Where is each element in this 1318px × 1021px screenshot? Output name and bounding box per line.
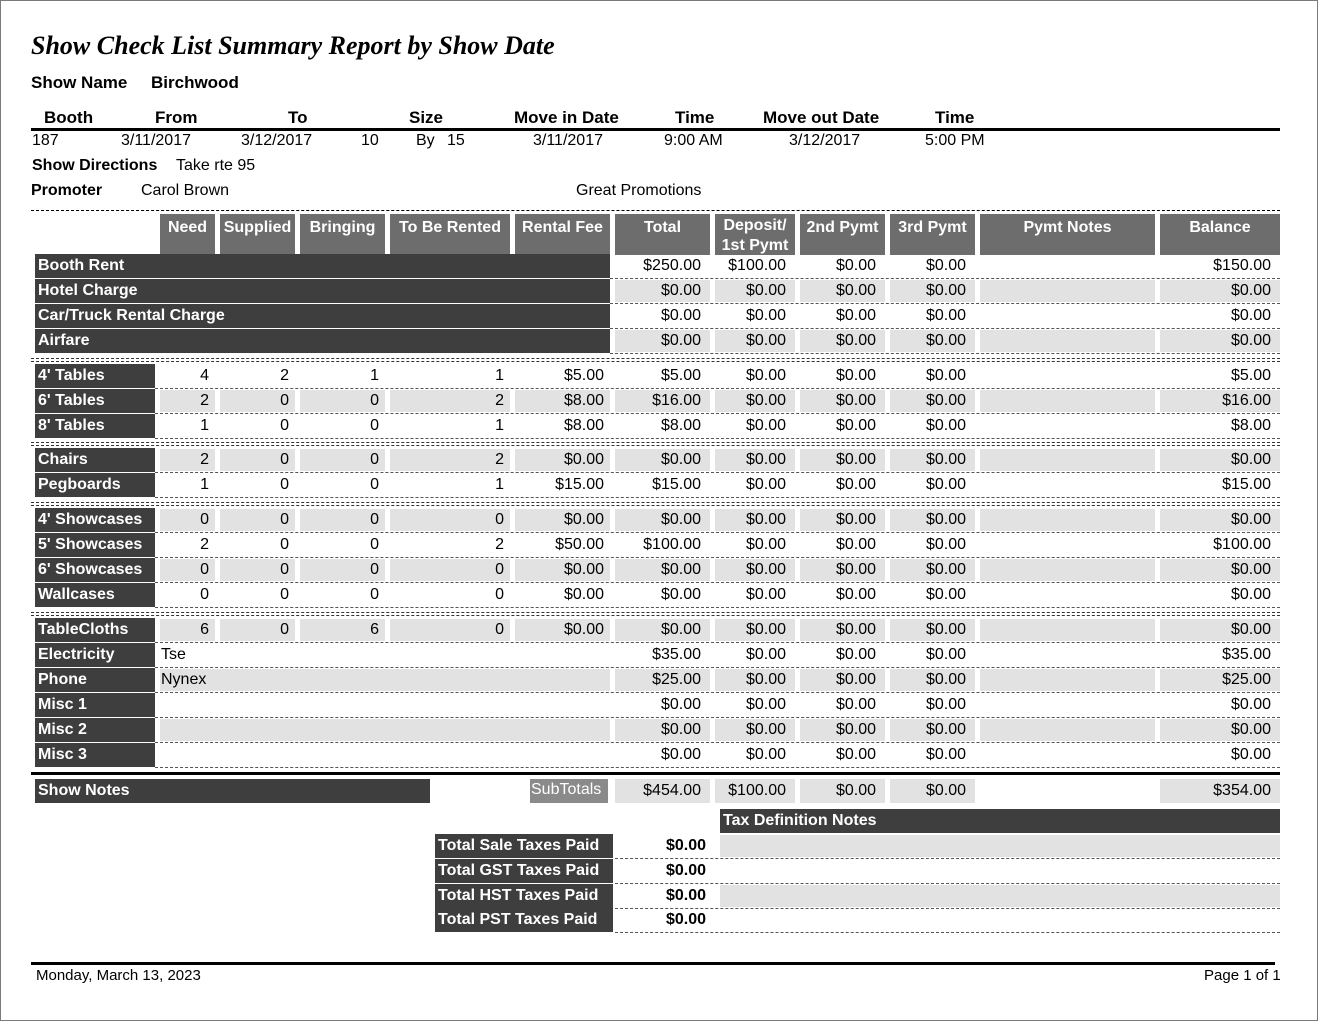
cell-balance: $150.00 — [1213, 257, 1271, 274]
show-notes-label: Show Notes — [35, 779, 430, 803]
row-divider — [155, 767, 1280, 768]
cell-deposit: $0.00 — [745, 332, 786, 349]
cell-deposit: $0.00 — [745, 586, 786, 603]
cell-balance: $0.00 — [1230, 307, 1271, 324]
cell-pymt3: $0.00 — [925, 586, 966, 603]
cell-pymt3: $0.00 — [925, 282, 966, 299]
cell-pymt3: $0.00 — [925, 257, 966, 274]
cell-deposit: $0.00 — [745, 511, 786, 528]
cell-supplied: 0 — [280, 511, 289, 528]
tax-label: Total GST Taxes Paid — [435, 859, 613, 883]
cell-bringing: 0 — [370, 417, 379, 434]
cell-total: $16.00 — [652, 392, 701, 409]
cell-total: $35.00 — [652, 646, 701, 663]
tax-notes-header: Tax Definition Notes — [720, 809, 1280, 833]
cell-deposit: $0.00 — [745, 721, 786, 738]
booth-from: 3/11/2017 — [121, 132, 191, 149]
cell-pymt2: $0.00 — [835, 671, 876, 688]
cell-deposit: $100.00 — [728, 257, 786, 274]
cell-balance: $15.00 — [1222, 476, 1271, 493]
cell-supplied: 0 — [280, 392, 289, 409]
item-row-label: 4' Showcases — [35, 508, 155, 532]
subtotal-balance: $354.00 — [1213, 782, 1271, 799]
cell-bringing: 0 — [370, 392, 379, 409]
cell-balance: $35.00 — [1222, 646, 1271, 663]
group-divider — [31, 445, 1280, 446]
cell-rented: 0 — [495, 586, 504, 603]
fee-row-label: Car/Truck Rental Charge — [35, 304, 610, 328]
col-move-out-header: Move out Date — [763, 108, 880, 127]
cell-supplied: 0 — [280, 586, 289, 603]
group-divider — [31, 502, 1280, 503]
tax-label: Total Sale Taxes Paid — [435, 834, 613, 858]
cell-need: 0 — [200, 511, 209, 528]
cell-pymt3: $0.00 — [925, 476, 966, 493]
cell-pymt3: $0.00 — [925, 621, 966, 638]
cell-balance: $0.00 — [1230, 621, 1271, 638]
item-row-label: Wallcases — [35, 583, 155, 607]
row-shade — [980, 619, 1155, 641]
booth-size-width: 10 — [361, 132, 379, 149]
row-shade — [980, 330, 1155, 352]
group-divider — [31, 505, 1280, 506]
move-in-date: 3/11/2017 — [533, 132, 603, 149]
cell-fee: $0.00 — [563, 451, 604, 468]
cell-need: 0 — [200, 586, 209, 603]
item-row-label: Pegboards — [35, 473, 155, 497]
misc-row-label: Misc 2 — [35, 718, 155, 742]
booth-number: 187 — [32, 132, 59, 149]
misc-row-label: Phone — [35, 668, 155, 692]
row-shade — [980, 669, 1155, 691]
col-from-header: From — [155, 108, 198, 127]
row-shade — [980, 449, 1155, 471]
cell-balance: $0.00 — [1230, 332, 1271, 349]
cell-pymt3: $0.00 — [925, 392, 966, 409]
cell-total: $0.00 — [660, 332, 701, 349]
cell-balance: $0.00 — [1230, 561, 1271, 578]
cell-fee: $15.00 — [555, 476, 604, 493]
cell-pymt3: $0.00 — [925, 367, 966, 384]
group-divider — [31, 358, 1280, 359]
show-name-label: Show Name — [31, 73, 128, 92]
cell-total: $0.00 — [660, 511, 701, 528]
col-deposit-header: Deposit/ 1st Pymt — [715, 214, 795, 255]
cell-bringing: 6 — [370, 621, 379, 638]
promoter-company: Great Promotions — [576, 182, 702, 199]
cell-deposit: $0.00 — [745, 367, 786, 384]
cell-total: $0.00 — [660, 621, 701, 638]
cell-need: 2 — [200, 451, 209, 468]
col-supplied-header: Supplied — [220, 214, 295, 255]
footer-rule — [31, 962, 1275, 965]
header-rule — [31, 128, 1280, 131]
row-shade — [980, 719, 1155, 741]
col-to-header: To — [288, 108, 308, 127]
cell-pymt2: $0.00 — [835, 307, 876, 324]
cell-balance: $0.00 — [1230, 282, 1271, 299]
cell-total: $5.00 — [660, 367, 701, 384]
cell-deposit: $0.00 — [745, 536, 786, 553]
group-divider — [31, 612, 1280, 613]
cell-fee: $50.00 — [555, 536, 604, 553]
col-pymt-notes-header: Pymt Notes — [980, 214, 1155, 255]
subtotal-2nd-pymt: $0.00 — [835, 782, 876, 799]
cell-bringing: 0 — [370, 561, 379, 578]
misc-row-label: Misc 3 — [35, 743, 155, 767]
cell-deposit: $0.00 — [745, 417, 786, 434]
row-divider — [615, 883, 1280, 884]
misc-note — [161, 718, 601, 742]
cell-rented: 0 — [495, 621, 504, 638]
cell-pymt2: $0.00 — [835, 721, 876, 738]
cell-pymt2: $0.00 — [835, 621, 876, 638]
directions-value: Take rte 95 — [176, 157, 256, 174]
fee-row-label: Hotel Charge — [35, 279, 610, 303]
item-row-label: 5' Showcases — [35, 533, 155, 557]
booth-to: 3/12/2017 — [241, 132, 313, 149]
cell-deposit: $0.00 — [745, 451, 786, 468]
subtotal-rule — [31, 772, 1280, 775]
cell-deposit: $0.00 — [745, 646, 786, 663]
cell-rented: 1 — [495, 417, 504, 434]
report-title: Show Check List Summary Report by Show Date — [31, 31, 555, 60]
cell-bringing: 0 — [370, 536, 379, 553]
cell-supplied: 0 — [280, 561, 289, 578]
row-divider — [155, 438, 1280, 439]
cell-supplied: 0 — [280, 621, 289, 638]
cell-rented: 2 — [495, 451, 504, 468]
cell-pymt3: $0.00 — [925, 646, 966, 663]
cell-pymt3: $0.00 — [925, 511, 966, 528]
cell-rented: 1 — [495, 476, 504, 493]
group-divider — [31, 361, 1280, 362]
row-divider — [615, 858, 1280, 859]
tax-notes-shade — [720, 885, 1280, 907]
cell-balance: $16.00 — [1222, 392, 1271, 409]
col-2nd-pymt-header: 2nd Pymt — [800, 214, 885, 255]
cell-bringing: 1 — [370, 367, 379, 384]
col-time-in-header: Time — [675, 108, 715, 127]
misc-note — [161, 743, 601, 767]
move-in-time: 9:00 AM — [664, 132, 723, 149]
tax-notes-shade — [720, 835, 1280, 857]
move-out-date: 3/12/2017 — [789, 132, 861, 149]
tax-value: $0.00 — [665, 862, 706, 879]
cell-deposit: $0.00 — [745, 696, 786, 713]
item-row-label: 6' Tables — [35, 389, 155, 413]
cell-deposit: $0.00 — [745, 476, 786, 493]
misc-row-label: Electricity — [35, 643, 155, 667]
cell-balance: $0.00 — [1230, 586, 1271, 603]
cell-total: $0.00 — [660, 696, 701, 713]
cell-pymt3: $0.00 — [925, 721, 966, 738]
cell-deposit: $0.00 — [745, 282, 786, 299]
cell-pymt3: $0.00 — [925, 561, 966, 578]
col-move-in-header: Move in Date — [514, 108, 619, 127]
misc-note — [161, 693, 601, 717]
cell-fee: $0.00 — [563, 561, 604, 578]
cell-bringing: 0 — [370, 451, 379, 468]
cell-need: 4 — [200, 367, 209, 384]
cell-total: $0.00 — [660, 746, 701, 763]
cell-pymt2: $0.00 — [835, 476, 876, 493]
cell-total: $0.00 — [660, 586, 701, 603]
col-booth-header: Booth — [44, 108, 94, 127]
footer-date: Monday, March 13, 2023 — [36, 967, 201, 984]
move-out-time: 5:00 PM — [925, 132, 985, 149]
show-name-value: Birchwood — [151, 73, 239, 92]
cell-pymt2: $0.00 — [835, 392, 876, 409]
cell-rented: 2 — [495, 392, 504, 409]
cell-rented: 0 — [495, 561, 504, 578]
misc-note: Tse — [161, 646, 186, 663]
subtotal-3rd-pymt: $0.00 — [925, 782, 966, 799]
footer-page-number: Page 1 of 1 — [1204, 967, 1281, 984]
col-rental-fee-header: Rental Fee — [515, 214, 610, 255]
cell-bringing: 0 — [370, 586, 379, 603]
row-shade — [980, 509, 1155, 531]
cell-supplied: 0 — [280, 417, 289, 434]
cell-total: $0.00 — [660, 561, 701, 578]
cell-need: 1 — [200, 417, 209, 434]
cell-pymt3: $0.00 — [925, 307, 966, 324]
row-shade — [980, 390, 1155, 412]
cell-supplied: 2 — [280, 367, 289, 384]
cell-balance: $8.00 — [1230, 417, 1271, 434]
cell-bringing: 0 — [370, 511, 379, 528]
row-shade — [980, 280, 1155, 302]
cell-deposit: $0.00 — [745, 307, 786, 324]
cell-pymt3: $0.00 — [925, 671, 966, 688]
cell-balance: $25.00 — [1222, 671, 1271, 688]
cell-rented: 2 — [495, 536, 504, 553]
cell-need: 0 — [200, 561, 209, 578]
row-divider — [615, 932, 1280, 933]
cell-pymt2: $0.00 — [835, 511, 876, 528]
cell-supplied: 0 — [280, 536, 289, 553]
cell-pymt2: $0.00 — [835, 332, 876, 349]
cell-fee: $0.00 — [563, 586, 604, 603]
cell-pymt3: $0.00 — [925, 536, 966, 553]
cell-pymt2: $0.00 — [835, 367, 876, 384]
col-bringing-header: Bringing — [300, 214, 385, 255]
cell-pymt2: $0.00 — [835, 451, 876, 468]
cell-total: $250.00 — [643, 257, 701, 274]
cell-supplied: 0 — [280, 451, 289, 468]
cell-balance: $0.00 — [1230, 451, 1271, 468]
cell-balance: $0.00 — [1230, 696, 1271, 713]
cell-need: 2 — [200, 536, 209, 553]
group-divider — [31, 442, 1280, 443]
booth-size-height: 15 — [447, 132, 465, 149]
cell-fee: $8.00 — [563, 417, 604, 434]
col-size-header: Size — [409, 108, 444, 127]
cell-deposit: $0.00 — [745, 621, 786, 638]
subtotal-total: $454.00 — [643, 782, 701, 799]
cell-need: 6 — [200, 621, 209, 638]
cell-pymt3: $0.00 — [925, 746, 966, 763]
cell-pymt2: $0.00 — [835, 696, 876, 713]
cell-total: $8.00 — [660, 417, 701, 434]
cell-total: $0.00 — [660, 307, 701, 324]
cell-pymt3: $0.00 — [925, 332, 966, 349]
cell-deposit: $0.00 — [745, 671, 786, 688]
cell-deposit: $0.00 — [745, 746, 786, 763]
cell-pymt3: $0.00 — [925, 417, 966, 434]
cell-pymt2: $0.00 — [835, 646, 876, 663]
cell-total: $0.00 — [660, 721, 701, 738]
fee-row-label: Airfare — [35, 329, 610, 353]
item-row-label: 4' Tables — [35, 364, 155, 388]
row-divider — [155, 497, 1280, 498]
section-divider — [31, 210, 1280, 211]
col-time-out-header: Time — [935, 108, 975, 127]
cell-fee: $0.00 — [563, 511, 604, 528]
item-row-label: 8' Tables — [35, 414, 155, 438]
cell-balance: $5.00 — [1230, 367, 1271, 384]
cell-total: $100.00 — [643, 536, 701, 553]
tax-value: $0.00 — [665, 887, 706, 904]
cell-total: $0.00 — [660, 451, 701, 468]
cell-balance: $0.00 — [1230, 511, 1271, 528]
cell-pymt2: $0.00 — [835, 586, 876, 603]
cell-pymt3: $0.00 — [925, 451, 966, 468]
cell-fee: $8.00 — [563, 392, 604, 409]
cell-total: $25.00 — [652, 671, 701, 688]
cell-pymt2: $0.00 — [835, 417, 876, 434]
subtotals-label: SubTotals — [531, 781, 602, 798]
row-divider — [155, 607, 1280, 608]
cell-balance: $0.00 — [1230, 721, 1271, 738]
row-divider — [610, 353, 1280, 354]
item-row-label: TableCloths — [35, 618, 155, 642]
cell-balance: $100.00 — [1213, 536, 1271, 553]
cell-pymt2: $0.00 — [835, 282, 876, 299]
cell-rented: 1 — [495, 367, 504, 384]
promoter-label: Promoter — [31, 182, 103, 199]
col-total-header: Total — [615, 214, 710, 255]
cell-need: 1 — [200, 476, 209, 493]
row-divider — [615, 908, 1280, 909]
cell-fee: $0.00 — [563, 621, 604, 638]
cell-fee: $5.00 — [563, 367, 604, 384]
cell-total: $15.00 — [652, 476, 701, 493]
subtotal-deposit: $100.00 — [728, 782, 786, 799]
tax-label: Total PST Taxes Paid — [435, 908, 613, 932]
cell-pymt2: $0.00 — [835, 536, 876, 553]
promoter-name: Carol Brown — [141, 182, 230, 199]
misc-note: Nynex — [161, 671, 207, 688]
item-row-label: 6' Showcases — [35, 558, 155, 582]
cell-deposit: $0.00 — [745, 392, 786, 409]
col-to-be-rented-header: To Be Rented — [390, 214, 510, 255]
cell-pymt2: $0.00 — [835, 561, 876, 578]
row-shade — [980, 559, 1155, 581]
tax-value: $0.00 — [665, 837, 706, 854]
tax-label: Total HST Taxes Paid — [435, 884, 613, 908]
cell-rented: 0 — [495, 511, 504, 528]
col-need-header: Need — [160, 214, 215, 255]
cell-pymt3: $0.00 — [925, 696, 966, 713]
col-3rd-pymt-header: 3rd Pymt — [890, 214, 975, 255]
cell-bringing: 0 — [370, 476, 379, 493]
group-divider — [31, 615, 1280, 616]
cell-balance: $0.00 — [1230, 746, 1271, 763]
cell-total: $0.00 — [660, 282, 701, 299]
cell-pymt2: $0.00 — [835, 746, 876, 763]
cell-supplied: 0 — [280, 476, 289, 493]
tax-value: $0.00 — [665, 911, 706, 928]
fee-row-label: Booth Rent — [35, 254, 610, 278]
item-row-label: Chairs — [35, 448, 155, 472]
cell-deposit: $0.00 — [745, 561, 786, 578]
directions-label: Show Directions — [32, 157, 158, 174]
col-balance-header: Balance — [1160, 214, 1280, 255]
cell-need: 2 — [200, 392, 209, 409]
cell-pymt2: $0.00 — [835, 257, 876, 274]
booth-size-by: By — [416, 132, 435, 149]
misc-row-label: Misc 1 — [35, 693, 155, 717]
